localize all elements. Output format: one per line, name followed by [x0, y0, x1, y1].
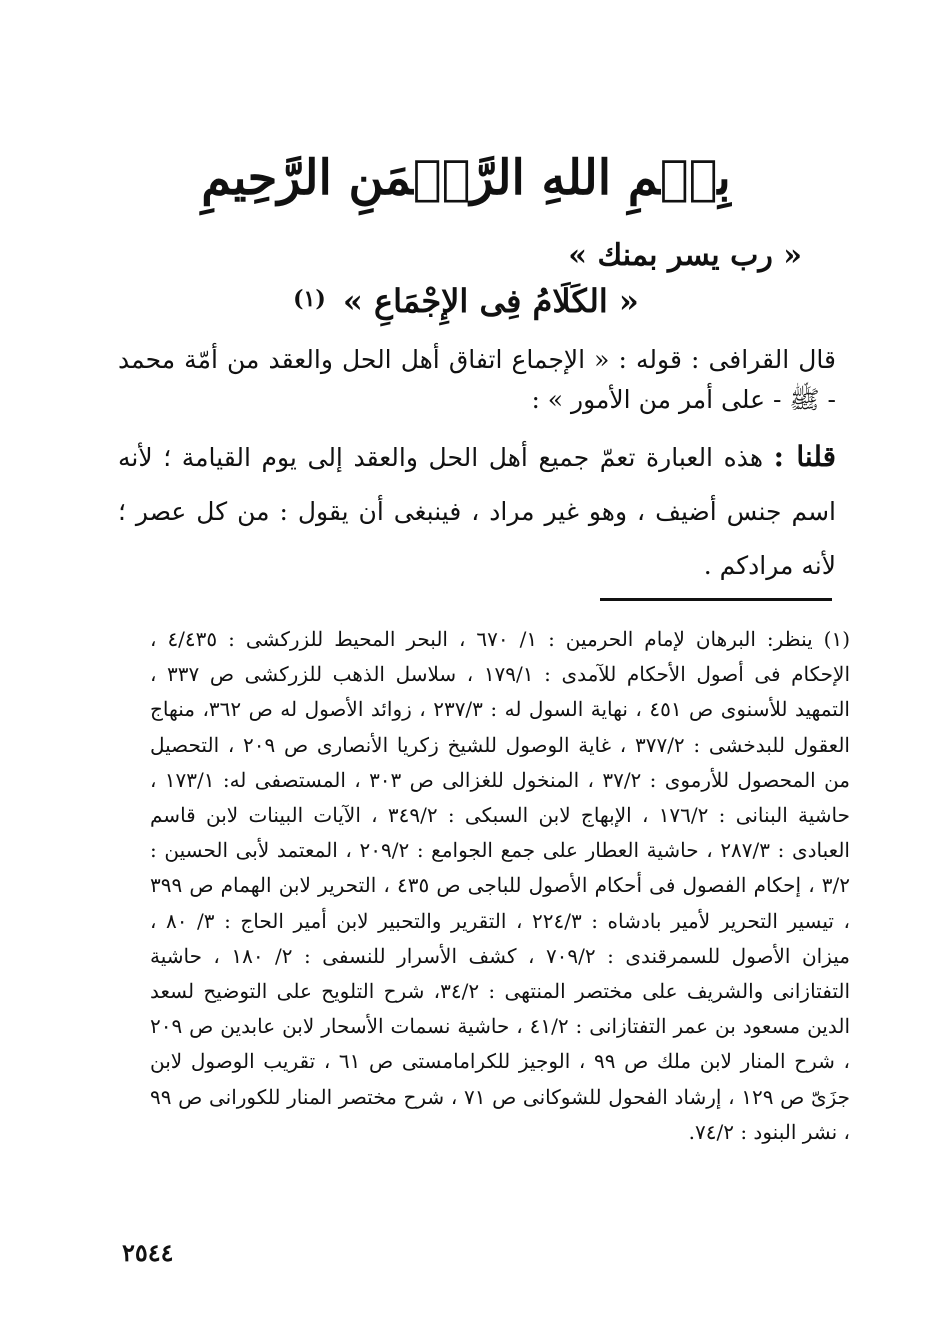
main-text [118, 340, 836, 593]
page-number: ٢٥٤٤ [122, 1238, 174, 1267]
footnote-separator [600, 598, 832, 601]
opening-prayer: « رب يسر بمنك » [568, 238, 802, 273]
reply-text: هذه العبارة تعمّ جميع أهل الحل والعقد إلى يوم القيامة ؛ لأنه اسم جنس أضيف ، وهو غير مراد ، فينبغى أن يقول : من كل عصر ؛ لأنه مرادكم . [118, 443, 836, 580]
reply-lead: قلنا : [773, 440, 836, 473]
footnote-text: (١) ينظر: البرهان لإمام الحرمين : ١/ ٦٧٠ ، البحر المحيط للزركشى : ٤/٤٣٥ ، الإحكام فى أصول الأحكام للآمدى : ١٧٩/١ ، سلاسل الذهب للزركشى ص ٣٣٧ ، التمهيد للأسنوى ص ٤٥١ ، نهاية السول له : ٢٣٧/٣ ، زوائد الأصول له ص ٣٦٢، منهاج العقول للبدخشى : ٣٧٧/٢ ، غاية الوصول للشيخ زكريا الأنصارى ص ٢٠٩ ، التحصيل من المحصول للأرموى : ٣٧/٢ ، المنخول للغزالى ص ٣٠٣ ، المستصفى له: ١٧٣/١ ، حاشية البنانى : ١٧٦/٢ ، الإبهاج لابن السبكى : ٣٤٩/٢ ، الآيات البينات لابن قاسم العبادى : ٢٨٧/٣ ، حاشية العطار على جمع الجوامع : ٢٠٩/٢ ، المعتمد لأبى الحسين : ٣/٢ ، إحكام الفصول فى أحكام الأصول للباجى ص ٤٣٥ ، التحرير لابن الهمام ص ٣٩٩ ، تيسير التحرير لأمير بادشاه : ٢٢٤/٣ ، التقرير والتحبير لابن أمير الحاج : ٣/ ٨٠ ، ميزان الأصول للسمرقندى : ٧٠٩/٢ ، كشف الأسرار للنسفى : ٢/ ١٨٠ ، حاشية التفتازانى والشريف على مختصر المنتهى : ٣٤/٢، شرح التلويح على التوضيح لسعد الدين مسعود بن عمر التفتازانى : ٤١/٢ ، حاشية نسمات الأسحار لابن عابدين ص ٢٠٩ ، شرح المنار لابن ملك ص ٩٩ ، الوجيز للكرامامستى ص ٦١ ، تقريب الوصول لابن جزَىّ ص ١٢٩ ، إرشاد الفحول للشوكانى ص ٧١ ، شرح مختصر المنار للكورانى ص ٩٩ ، نشر البنود : ٧٤/٢. [150, 627, 851, 1144]
chapter-title: « الكَلَامُ فِى الإِجْمَاعِ » [342, 282, 639, 320]
reply-paragraph [118, 430, 836, 593]
chapter-heading [0, 282, 932, 320]
footnote [150, 622, 850, 1150]
basmala-heading: بِسۡمِ اللهِ الرَّحۡمَنِ الرَّحِيمِ [201, 150, 731, 206]
quote-paragraph: قال القرافى : قوله : « الإجماع اتفاق أهل الحل والعقد من أمّة محمد - ﷺ - على أمر من الأمور » : [118, 345, 836, 414]
footnote-marker: (١) [293, 286, 326, 312]
